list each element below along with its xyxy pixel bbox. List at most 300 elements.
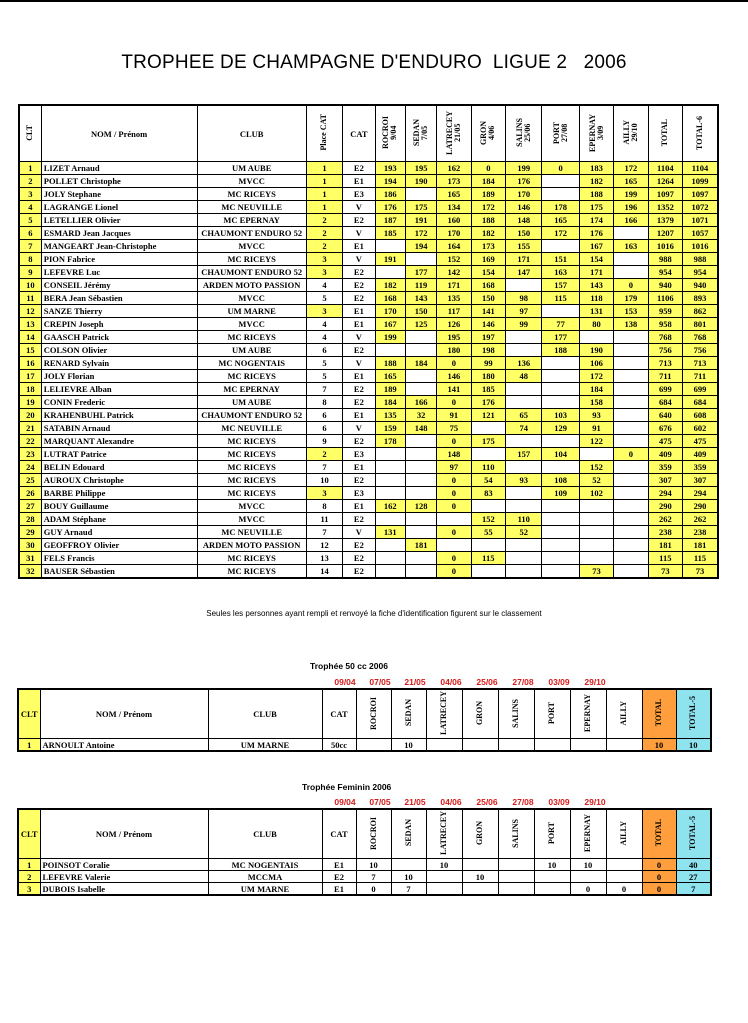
score-cell: 170 xyxy=(506,188,542,201)
total-cell: 684 xyxy=(648,396,682,409)
score-cell xyxy=(375,539,405,552)
fdate-3: 21/05 xyxy=(404,797,426,807)
total-5-cell: 7 xyxy=(676,883,711,896)
rider-name-cell: LAGRANGE Lionel xyxy=(41,201,197,214)
score-cell: 170 xyxy=(437,227,471,240)
score-cell xyxy=(405,552,436,565)
fem-header-cat: CAT xyxy=(322,809,356,859)
score-cell xyxy=(471,448,505,461)
table-row xyxy=(19,357,718,370)
score-cell: 154 xyxy=(579,253,613,266)
score-cell: 165 xyxy=(542,214,579,227)
score-cell xyxy=(471,422,505,435)
total-6-cell: 893 xyxy=(683,292,718,305)
fem-header-race-8: AILLY xyxy=(606,809,642,859)
rider-name-cell: JOLY Florian xyxy=(41,370,197,383)
score-cell: 52 xyxy=(579,474,613,487)
score-cell xyxy=(542,565,579,579)
club-cell: CHAUMONT ENDURO 52 xyxy=(197,227,306,240)
place-cat-cell: 3 xyxy=(306,487,342,500)
place-cat-cell: 7 xyxy=(306,383,342,396)
fem-header-race-5: SALINS xyxy=(498,809,534,859)
rider-name-cell: GEOFFROY Olivier xyxy=(41,539,197,552)
fem-header-race-3: LATRECEY xyxy=(426,809,462,859)
score-cell xyxy=(405,344,436,357)
score-cell: 97 xyxy=(437,461,471,474)
score-cell: 178 xyxy=(375,435,405,448)
total-cell: 262 xyxy=(648,513,682,526)
score-cell: 143 xyxy=(405,292,436,305)
score-cell: 188 xyxy=(471,214,505,227)
total-cell: 73 xyxy=(648,565,682,579)
score-cell: 171 xyxy=(506,253,542,266)
score-cell: 197 xyxy=(471,331,505,344)
total-6-cell: 359 xyxy=(683,461,718,474)
score-cell xyxy=(614,409,648,422)
rider-name-cell: BAUSER Sébastien xyxy=(41,565,197,579)
score-cell: 191 xyxy=(375,253,405,266)
score-cell: 189 xyxy=(375,383,405,396)
score-cell xyxy=(542,305,579,318)
rank-cell: 3 xyxy=(18,883,40,896)
rank-cell: 4 xyxy=(19,201,41,214)
total-6-cell: 954 xyxy=(683,266,718,279)
t50-header-race-8: AILLY xyxy=(606,689,642,739)
rank-cell: 13 xyxy=(19,318,41,331)
place-cat-cell: 8 xyxy=(306,396,342,409)
score-cell xyxy=(579,500,613,513)
club-cell: MC NEUVILLE xyxy=(197,526,306,539)
total-6-cell: 1099 xyxy=(683,175,718,188)
club-cell: MVCC xyxy=(197,240,306,253)
table-row xyxy=(19,448,718,461)
score-cell: 175 xyxy=(579,201,613,214)
total-cell: 238 xyxy=(648,526,682,539)
score-cell xyxy=(614,383,648,396)
trophee-50-header-row xyxy=(18,689,711,739)
club-cell: CHAUMONT ENDURO 52 xyxy=(197,266,306,279)
rider-name-cell: DUBOIS Isabelle xyxy=(40,883,208,896)
club-cell: MVCC xyxy=(197,175,306,188)
rank-cell: 10 xyxy=(19,279,41,292)
rider-name-cell: CONIN Frederic xyxy=(41,396,197,409)
score-cell xyxy=(542,552,579,565)
score-cell: 55 xyxy=(471,526,505,539)
total-6-cell: 475 xyxy=(683,435,718,448)
t50-header-race-2: SEDAN xyxy=(391,689,426,739)
cat-cell: V xyxy=(343,357,375,370)
total-cell: 1097 xyxy=(648,188,682,201)
score-cell: 172 xyxy=(471,201,505,214)
trophee-feminin-table xyxy=(17,808,712,896)
club-cell: MC RICEYS xyxy=(197,448,306,461)
total-cell: 699 xyxy=(648,383,682,396)
fdate-1: 09/04 xyxy=(334,797,356,807)
total-6-cell: 294 xyxy=(683,487,718,500)
place-cat-cell: 7 xyxy=(306,526,342,539)
score-cell xyxy=(606,859,642,871)
cat-cell: E2 xyxy=(343,292,375,305)
score-cell xyxy=(606,739,642,752)
score-cell: 134 xyxy=(437,201,471,214)
score-cell xyxy=(579,513,613,526)
place-cat-cell: 12 xyxy=(306,539,342,552)
cat-cell: E2 xyxy=(343,565,375,579)
score-cell: 194 xyxy=(375,175,405,188)
place-cat-cell: 1 xyxy=(306,175,342,188)
score-cell xyxy=(405,461,436,474)
rider-name-cell: ADAM Stéphane xyxy=(41,513,197,526)
score-cell: 172 xyxy=(614,162,648,175)
place-cat-cell: 4 xyxy=(306,331,342,344)
table-row xyxy=(19,474,718,487)
cat-cell: E1 xyxy=(322,859,356,871)
score-cell xyxy=(606,871,642,883)
score-cell: 173 xyxy=(437,175,471,188)
score-cell: 184 xyxy=(579,383,613,396)
club-cell: MC EPERNAY xyxy=(197,214,306,227)
feminin-header-row xyxy=(18,809,711,859)
score-cell: 178 xyxy=(542,201,579,214)
score-cell: 199 xyxy=(506,162,542,175)
score-cell xyxy=(506,396,542,409)
place-cat-cell: 3 xyxy=(306,253,342,266)
score-cell: 168 xyxy=(471,279,505,292)
score-cell: 152 xyxy=(471,513,505,526)
table-row xyxy=(18,871,711,883)
rider-name-cell: POLLET Christophe xyxy=(41,175,197,188)
score-cell: 10 xyxy=(570,859,606,871)
score-cell: 188 xyxy=(375,357,405,370)
fem-header-race-6: PORT xyxy=(534,809,570,859)
header-race-1: ROCROI 9/04 xyxy=(375,105,405,162)
rider-name-cell: FELS Francis xyxy=(41,552,197,565)
rank-cell: 23 xyxy=(19,448,41,461)
score-cell xyxy=(506,487,542,500)
t50-header-race-6: PORT xyxy=(534,689,570,739)
score-cell: 148 xyxy=(405,422,436,435)
header-race-3: LATRECEY 21/05 xyxy=(437,105,471,162)
trophee-50-table xyxy=(17,688,712,752)
header-clt: CLT xyxy=(19,105,41,162)
trophee-50-title: Trophée 50 cc 2006 xyxy=(310,661,388,671)
score-cell xyxy=(579,539,613,552)
total-cell: 640 xyxy=(648,409,682,422)
score-cell: 129 xyxy=(542,422,579,435)
rider-name-cell: AUROUX Christophe xyxy=(41,474,197,487)
rank-cell: 11 xyxy=(19,292,41,305)
score-cell: 172 xyxy=(542,227,579,240)
rider-name-cell: PION Fabrice xyxy=(41,253,197,266)
cat-cell: E2 xyxy=(343,396,375,409)
score-cell: 115 xyxy=(542,292,579,305)
score-cell xyxy=(534,739,570,752)
score-cell: 180 xyxy=(437,344,471,357)
score-cell: 150 xyxy=(405,305,436,318)
club-cell: MCCMA xyxy=(208,871,322,883)
score-cell: 182 xyxy=(579,175,613,188)
score-cell xyxy=(405,435,436,448)
score-cell: 165 xyxy=(437,188,471,201)
score-cell: 54 xyxy=(471,474,505,487)
score-cell: 159 xyxy=(375,422,405,435)
score-cell: 184 xyxy=(405,357,436,370)
rider-name-cell: MANGEART Jean-Christophe xyxy=(41,240,197,253)
total-cell: 1264 xyxy=(648,175,682,188)
total-6-cell: 862 xyxy=(683,305,718,318)
fdate-4: 04/06 xyxy=(440,797,462,807)
table-row xyxy=(19,279,718,292)
t50-header-race-7: EPERNAY xyxy=(570,689,606,739)
table-row xyxy=(19,422,718,435)
score-cell: 166 xyxy=(405,396,436,409)
score-cell: 176 xyxy=(506,175,542,188)
table-row xyxy=(19,487,718,500)
total-cell: 1352 xyxy=(648,201,682,214)
total-6-cell: 602 xyxy=(683,422,718,435)
table-row xyxy=(19,214,718,227)
score-cell xyxy=(426,883,462,896)
score-cell: 83 xyxy=(471,487,505,500)
score-cell xyxy=(614,435,648,448)
score-cell xyxy=(614,500,648,513)
total-6-cell: 699 xyxy=(683,383,718,396)
score-cell: 182 xyxy=(375,279,405,292)
club-cell: UM MARNE xyxy=(208,739,322,752)
score-cell: 141 xyxy=(471,305,505,318)
rank-cell: 2 xyxy=(18,871,40,883)
score-cell xyxy=(542,175,579,188)
total-cell: 954 xyxy=(648,266,682,279)
score-cell xyxy=(391,859,426,871)
club-cell: MC RICEYS xyxy=(197,370,306,383)
score-cell: 118 xyxy=(579,292,613,305)
club-cell: CHAUMONT ENDURO 52 xyxy=(197,409,306,422)
score-cell: 0 xyxy=(437,526,471,539)
score-cell: 171 xyxy=(437,279,471,292)
rank-cell: 7 xyxy=(19,240,41,253)
club-cell: MC NEUVILLE xyxy=(197,201,306,214)
score-cell: 181 xyxy=(405,539,436,552)
score-cell: 52 xyxy=(506,526,542,539)
score-cell: 0 xyxy=(570,883,606,896)
score-cell xyxy=(614,357,648,370)
score-cell xyxy=(405,383,436,396)
score-cell: 110 xyxy=(506,513,542,526)
rank-cell: 9 xyxy=(19,266,41,279)
score-cell: 99 xyxy=(506,318,542,331)
score-cell: 163 xyxy=(542,266,579,279)
score-cell xyxy=(405,474,436,487)
score-cell: 177 xyxy=(405,266,436,279)
score-cell xyxy=(405,565,436,579)
score-cell xyxy=(506,344,542,357)
score-cell: 125 xyxy=(405,318,436,331)
fem-header-clt: CLT xyxy=(18,809,40,859)
total-6-cell: 262 xyxy=(683,513,718,526)
rank-cell: 5 xyxy=(19,214,41,227)
rank-cell: 22 xyxy=(19,435,41,448)
score-cell xyxy=(534,883,570,896)
score-cell: 91 xyxy=(579,422,613,435)
header-total-6: TOTAL-6 xyxy=(683,105,718,162)
score-cell xyxy=(471,500,505,513)
score-cell: 93 xyxy=(506,474,542,487)
score-cell: 0 xyxy=(614,448,648,461)
club-cell: MC RICEYS xyxy=(197,474,306,487)
fem-header-race-4: GRON xyxy=(462,809,498,859)
score-cell xyxy=(534,871,570,883)
t50-header-race-3: LATRECEY xyxy=(426,689,462,739)
score-cell: 126 xyxy=(437,318,471,331)
score-cell xyxy=(614,344,648,357)
place-cat-cell: 1 xyxy=(306,162,342,175)
place-cat-cell: 4 xyxy=(306,318,342,331)
table-row xyxy=(19,435,718,448)
score-cell: 175 xyxy=(405,201,436,214)
place-cat-cell: 5 xyxy=(306,292,342,305)
score-cell: 167 xyxy=(579,240,613,253)
place-cat-cell: 1 xyxy=(306,201,342,214)
score-cell xyxy=(405,253,436,266)
score-cell: 75 xyxy=(437,422,471,435)
rank-cell: 21 xyxy=(19,422,41,435)
fem-header-club: CLUB xyxy=(208,809,322,859)
score-cell: 0 xyxy=(542,162,579,175)
classement-note: Seules les personnes ayant rempli et renvoyé la fiche d'identification figurent sur le classement xyxy=(206,609,542,618)
trophee-feminin-title: Trophée Feminin 2006 xyxy=(302,782,392,792)
rider-name-cell: GUY Arnaud xyxy=(41,526,197,539)
cat-cell: V xyxy=(343,227,375,240)
score-cell xyxy=(506,279,542,292)
table-row xyxy=(18,859,711,871)
score-cell: 171 xyxy=(579,266,613,279)
score-cell: 10 xyxy=(426,859,462,871)
t50-header-total-5: TOTAL-5 xyxy=(676,689,711,739)
club-cell: MC NEUVILLE xyxy=(197,422,306,435)
score-cell xyxy=(542,357,579,370)
score-cell xyxy=(506,565,542,579)
score-cell: 185 xyxy=(375,227,405,240)
total-cell: 359 xyxy=(648,461,682,474)
score-cell xyxy=(375,448,405,461)
score-cell xyxy=(579,552,613,565)
cat-cell: E2 xyxy=(343,383,375,396)
score-cell: 158 xyxy=(579,396,613,409)
total-6-cell: 115 xyxy=(683,552,718,565)
club-cell: MC RICEYS xyxy=(197,565,306,579)
standings-table xyxy=(18,104,719,579)
t50-header-race-1: ROCROI xyxy=(356,689,391,739)
rank-cell: 14 xyxy=(19,331,41,344)
club-cell: MC NOGENTAIS xyxy=(197,357,306,370)
score-cell: 153 xyxy=(614,305,648,318)
rank-cell: 19 xyxy=(19,396,41,409)
rider-name-cell: JOLY Stephane xyxy=(41,188,197,201)
score-cell: 136 xyxy=(506,357,542,370)
score-cell: 184 xyxy=(375,396,405,409)
header-club: CLUB xyxy=(197,105,306,162)
total-cell: 294 xyxy=(648,487,682,500)
cat-cell: E2 xyxy=(343,344,375,357)
rank-cell: 27 xyxy=(19,500,41,513)
cat-cell: E2 xyxy=(343,474,375,487)
rider-name-cell: LEFEVRE Valerie xyxy=(40,871,208,883)
total-6-cell: 181 xyxy=(683,539,718,552)
score-cell xyxy=(498,871,534,883)
score-cell: 157 xyxy=(506,448,542,461)
cat-cell: E1 xyxy=(343,500,375,513)
total-cell: 1379 xyxy=(648,214,682,227)
cat-cell: E1 xyxy=(343,461,375,474)
score-cell xyxy=(426,739,462,752)
cat-cell: V xyxy=(343,526,375,539)
score-cell: 190 xyxy=(579,344,613,357)
score-cell: 177 xyxy=(542,331,579,344)
club-cell: MC RICEYS xyxy=(197,461,306,474)
header-race-6: PORT 27/08 xyxy=(542,105,579,162)
total-6-cell: 1097 xyxy=(683,188,718,201)
score-cell xyxy=(542,539,579,552)
t50-header-clt: CLT xyxy=(18,689,40,739)
place-cat-cell: 9 xyxy=(306,435,342,448)
score-cell: 185 xyxy=(471,383,505,396)
club-cell: UM MARNE xyxy=(197,305,306,318)
score-cell xyxy=(462,739,498,752)
table-row xyxy=(19,461,718,474)
score-cell: 143 xyxy=(579,279,613,292)
score-cell: 188 xyxy=(579,188,613,201)
score-cell: 146 xyxy=(437,370,471,383)
total-cell: 475 xyxy=(648,435,682,448)
score-cell xyxy=(405,370,436,383)
score-cell xyxy=(542,370,579,383)
cat-cell: E3 xyxy=(343,448,375,461)
place-cat-cell: 7 xyxy=(306,461,342,474)
score-cell xyxy=(498,883,534,896)
score-cell: 93 xyxy=(579,409,613,422)
total-6-cell: 1016 xyxy=(683,240,718,253)
rider-name-cell: MARQUANT Alexandre xyxy=(41,435,197,448)
score-cell: 165 xyxy=(614,175,648,188)
place-cat-cell: 4 xyxy=(306,279,342,292)
score-cell: 176 xyxy=(579,227,613,240)
score-cell: 182 xyxy=(471,227,505,240)
score-cell: 196 xyxy=(614,201,648,214)
score-cell: 135 xyxy=(375,409,405,422)
table-row xyxy=(18,739,711,752)
score-cell xyxy=(356,739,391,752)
cat-cell: V xyxy=(343,422,375,435)
score-cell: 110 xyxy=(471,461,505,474)
total-cell: 0 xyxy=(642,859,676,871)
score-cell: 141 xyxy=(437,383,471,396)
total-cell: 0 xyxy=(642,871,676,883)
table-row xyxy=(19,552,718,565)
score-cell: 190 xyxy=(405,175,436,188)
cat-cell: V xyxy=(343,331,375,344)
score-cell xyxy=(579,526,613,539)
rank-cell: 15 xyxy=(19,344,41,357)
score-cell: 164 xyxy=(437,240,471,253)
total-cell: 307 xyxy=(648,474,682,487)
date-2: 07/05 xyxy=(369,677,391,687)
rider-name-cell: SATABIN Arnaud xyxy=(41,422,197,435)
score-cell xyxy=(614,422,648,435)
table-row xyxy=(19,383,718,396)
score-cell xyxy=(579,331,613,344)
club-cell: MC RICEYS xyxy=(197,552,306,565)
